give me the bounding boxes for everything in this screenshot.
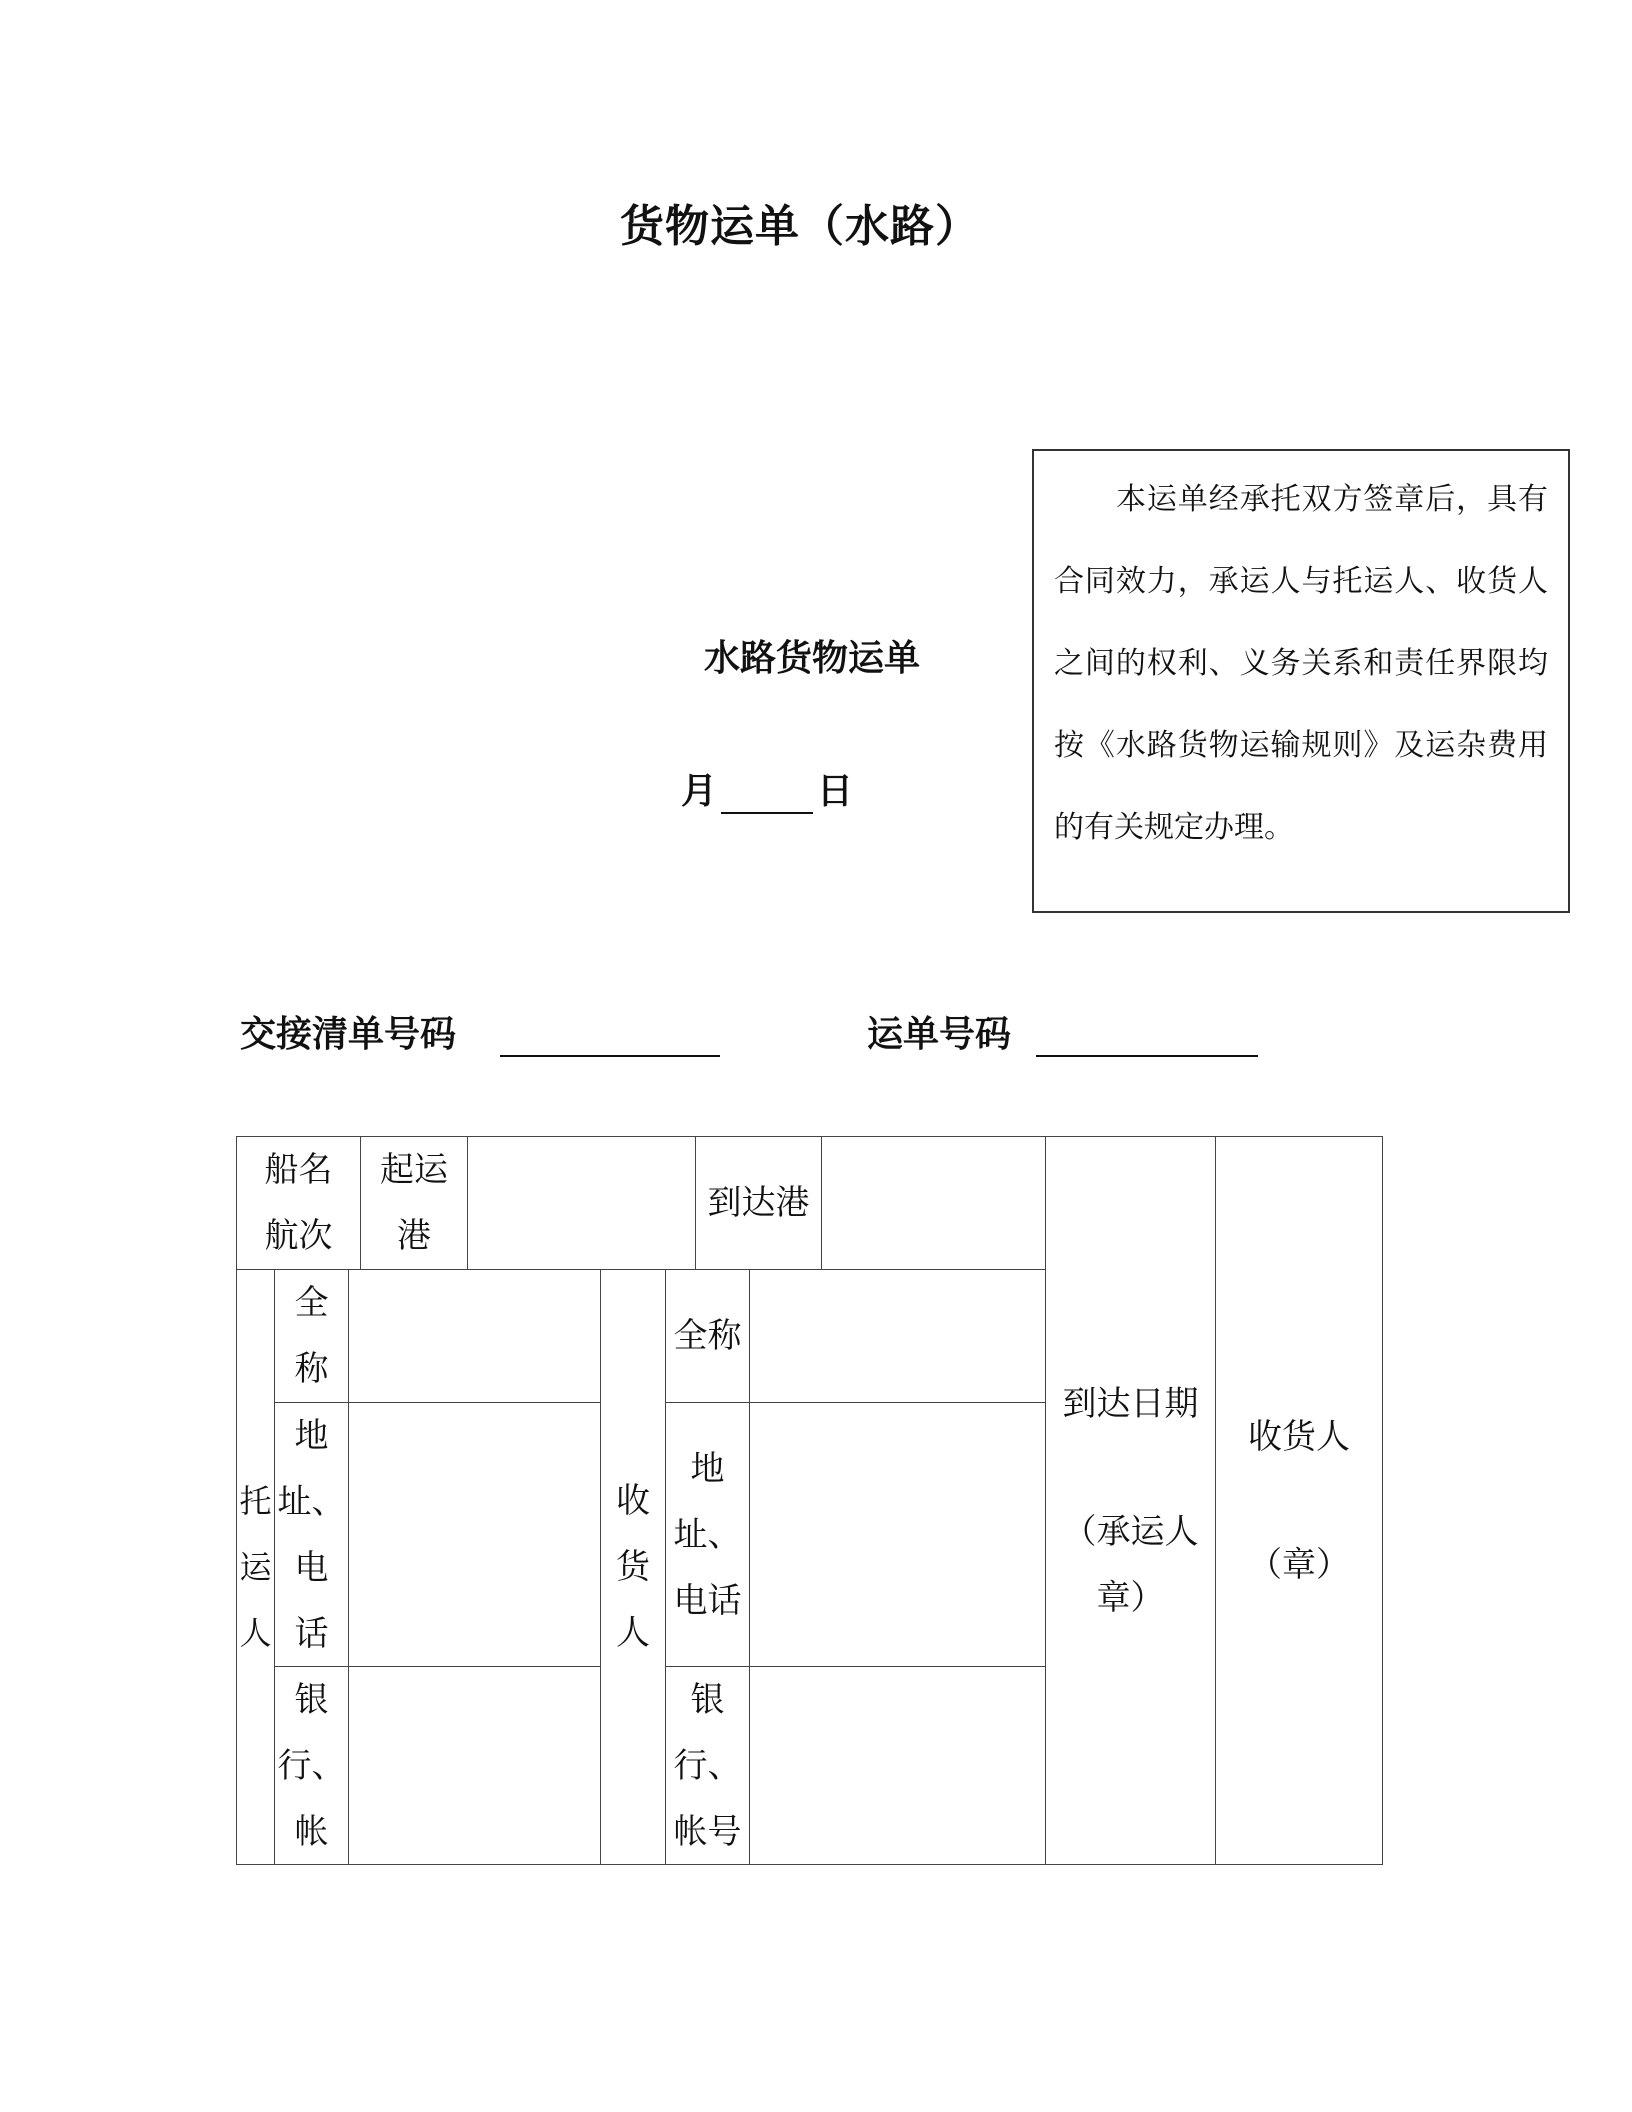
consignee-name-field[interactable] — [749, 1269, 1046, 1403]
receiver-stamp-label: （章） — [1248, 1544, 1350, 1585]
waybill-table — [236, 1136, 1383, 1865]
month-label: 月 — [681, 771, 718, 812]
origin-port-label: 起运 港 — [360, 1136, 468, 1270]
shipper-bank-field[interactable] — [348, 1666, 601, 1865]
consignee-name-label: 全称 — [665, 1269, 750, 1403]
shipper-address-field[interactable] — [348, 1402, 601, 1667]
page-title: 货物运单（水路） — [620, 201, 980, 252]
carrier-stamp-line: （承运人 — [1062, 1511, 1199, 1552]
handover-list-input-line[interactable] — [500, 1055, 720, 1057]
notice-line: 按《水路货物运输规则》及运杂费用 — [1054, 728, 1548, 763]
waybill-number-label: 运单号码 — [867, 1014, 1012, 1055]
waybill-number-input-line[interactable] — [1036, 1055, 1258, 1057]
notice-line: 之间的权利、义务关系和责任界限均 — [1054, 646, 1548, 681]
date-row — [681, 763, 853, 814]
notice-line: 本运单经承托双方签章后，具有 — [1116, 482, 1548, 517]
notice-line: 的有关规定办理。 — [1054, 810, 1294, 845]
consignee-address-field[interactable] — [749, 1402, 1046, 1667]
form-subtitle: 水路货物运单 — [704, 638, 921, 679]
shipper-bank-label: 银 行、 帐 — [274, 1666, 349, 1865]
destination-port-label: 到达港 — [695, 1136, 822, 1270]
shipper-name-field[interactable] — [348, 1269, 601, 1403]
receiver-label: 收货人 — [1248, 1416, 1350, 1457]
notice-line: 合同效力，承运人与托运人、收货人 — [1054, 564, 1548, 599]
day-label: 日 — [817, 771, 854, 812]
arrival-date-label: 到达日期 — [1062, 1383, 1199, 1424]
handover-list-label: 交接清单号码 — [240, 1014, 457, 1055]
notice-box — [1032, 449, 1570, 913]
receiver-stamp-cell[interactable] — [1215, 1136, 1383, 1865]
consignee-bank-label: 银 行、 帐号 — [665, 1666, 750, 1865]
consignee-label: 收 货 人 — [600, 1269, 666, 1865]
day-input-line[interactable] — [721, 768, 813, 814]
shipper-name-label: 全 称 — [274, 1269, 349, 1403]
origin-port-field[interactable] — [467, 1136, 696, 1270]
ship-voyage-label: 船名 航次 — [236, 1136, 361, 1270]
carrier-stamp-line: 章） — [1096, 1577, 1165, 1618]
shipper-address-label: 地 址、 电 话 — [274, 1402, 349, 1667]
shipper-label: 托 运 人 — [236, 1269, 275, 1865]
consignee-address-label: 地 址、 电话 — [665, 1402, 750, 1667]
arrival-date-stamp-cell[interactable] — [1045, 1136, 1216, 1865]
consignee-bank-field[interactable] — [749, 1666, 1046, 1865]
destination-port-field[interactable] — [821, 1136, 1046, 1270]
